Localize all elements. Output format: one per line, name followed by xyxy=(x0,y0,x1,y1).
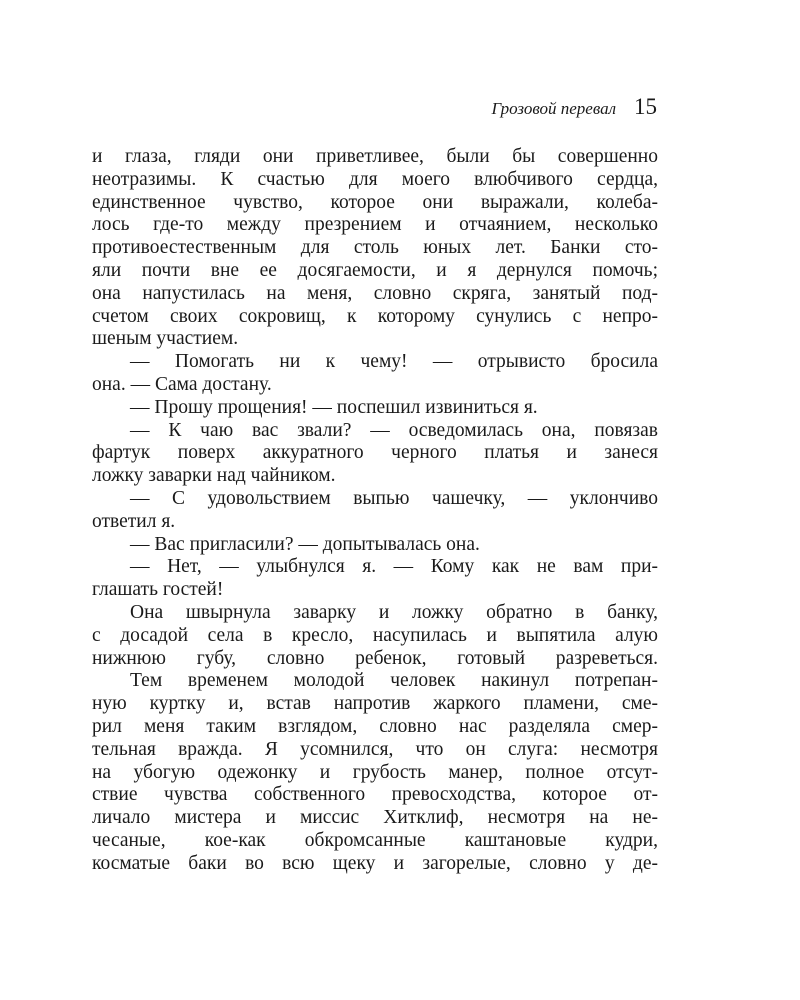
text-line: противоестественным для столь юных лет. Банки сто- xyxy=(92,237,658,259)
text-line: — Вас пригласили? — допытывалась она. xyxy=(130,533,480,555)
page-number: 15 xyxy=(634,94,657,119)
text-line: тельная вражда. Я усомнился, что он слуга: несмотря xyxy=(92,738,658,760)
text-line: с досадой села в кресло, насупилась и выпятила алую xyxy=(92,624,658,646)
text-line: ную куртку и, встав напротив жаркого пламени, сме- xyxy=(92,693,658,715)
text-line: рил меня таким взглядом, словно нас разделяла смер- xyxy=(92,715,658,737)
text-line: — Помогать ни к чему! — отрывисто бросила xyxy=(130,351,658,373)
text-line: фартук поверх аккуратного черного платья и занеся xyxy=(92,442,658,464)
text-line: ствие чувства собственного превосходства, которое от- xyxy=(92,784,658,806)
text-line: на убогую одежонку и грубость манер, полное отсут- xyxy=(92,761,658,783)
text-line: ложку заварки над чайником. xyxy=(92,465,336,487)
text-line: и глаза, гляди они приветливее, были бы совершенно xyxy=(92,146,658,167)
text-line: единственное чувство, которое они выражали, колеба- xyxy=(92,191,658,213)
text-line: счетом своих сокровищ, к которому сунулись с непро- xyxy=(92,305,658,327)
text-line: она. — Сама достану. xyxy=(92,373,272,395)
text-line: — С удовольствием выпью чашечку, — уклончиво xyxy=(130,487,658,509)
text-line: — Прошу прощения! — поспешил извиниться я. xyxy=(130,396,538,418)
text-line: шеным участием. xyxy=(92,328,239,350)
text-line: личало мистера и миссис Хитклиф, несмотря на не- xyxy=(92,807,658,829)
text-line: яли почти вне ее досягаемости, и я дернулся помочь; xyxy=(92,259,658,281)
text-line: она напустилась на меня, словно скряга, занятый под- xyxy=(92,282,658,304)
text-line: глашать гостей! xyxy=(92,579,224,601)
text-line: — К чаю вас звали? — осведомилась она, повязав xyxy=(130,419,658,441)
text-line: Она швырнула заварку и ложку обратно в банку, xyxy=(130,601,658,623)
text-line: чесаные, кое-как обкромсанные каштановые кудри, xyxy=(92,829,658,851)
text-line: ответил я. xyxy=(92,510,176,532)
body-text xyxy=(92,146,658,876)
text-line: косматые баки во всю щеку и загорелые, словно у де- xyxy=(92,852,658,874)
text-line: Тем временем молодой человек накинул потрепан- xyxy=(130,670,658,692)
running-title: Грозовой перевал xyxy=(491,99,616,118)
text-line: лось где-то между презрением и отчаянием, несколько xyxy=(92,214,658,236)
text-line: нижнюю губу, словно ребенок, готовый разреветься. xyxy=(92,647,658,669)
running-header xyxy=(491,94,657,120)
text-line: — Нет, — улыбнулся я. — Кому как не вам при- xyxy=(130,556,658,578)
text-line: неотразимы. К счастью для моего влюбчивого сердца, xyxy=(92,168,658,190)
